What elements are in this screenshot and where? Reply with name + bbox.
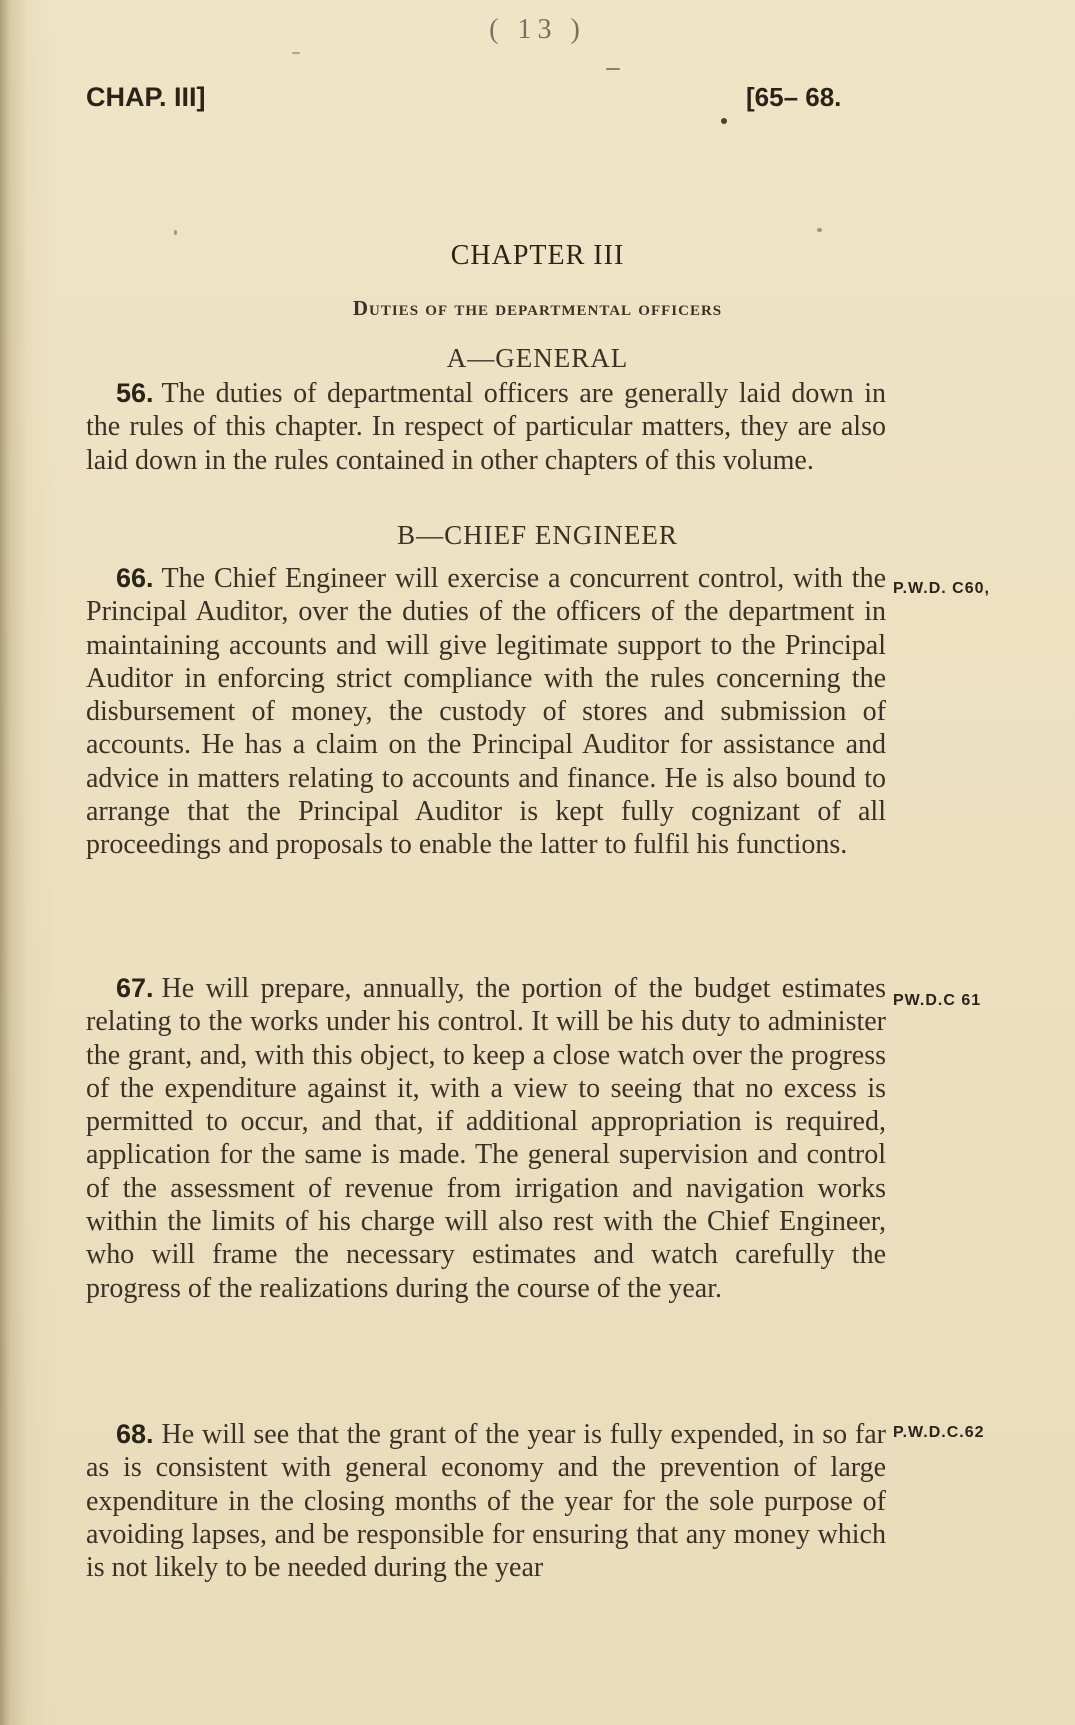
paragraph-number: 56. <box>116 378 154 408</box>
margin-reference: P.W.D.C.62 <box>893 1424 985 1441</box>
scan-speck <box>606 68 620 70</box>
paragraph-text: The Chief Engineer will exercise a concurrent control, with the Principal Auditor, over the duties of the officers of the department in maintaining accounts and will give legitimate support to the Principal Auditor in enforcing strict compliance with the rules concerning the disbursement of money, the custody of stores and submission of accounts. He has a claim on the Principal Auditor for assistance and advice in matters relating to accounts and finance. He is also bound to arrange that the Principal Auditor is kept fully cognizant of all proceedings and proposals to enable the latter to fulfil his functions. <box>86 563 886 861</box>
margin-reference: PW.D.C 61 <box>893 992 982 1009</box>
chapter-subtitle: Duties of the departmental officers <box>352 296 723 320</box>
scan-speck <box>817 228 822 232</box>
paragraph-text: The duties of departmental officers are generally laid down in the rules of this chapter. In respect of particular matters, they are also laid down in the rules contained in other chapters of this volume. <box>86 378 886 476</box>
paragraph-68 <box>86 1418 886 1584</box>
running-head-paragraph-range: [65– 68. <box>746 82 842 112</box>
paragraph-number: 68. <box>116 1419 154 1449</box>
running-head-chapter: CHAP. III] <box>86 82 206 112</box>
chapter-title: CHAPTER III <box>450 240 625 271</box>
paragraph-67 <box>86 972 886 1305</box>
scan-speck <box>721 118 727 124</box>
page-number: ( 13 ) <box>489 14 586 45</box>
scan-speck <box>174 230 177 235</box>
margin-reference: P.W.D. C60, <box>893 580 990 597</box>
paragraph-text: He will prepare, annually, the portion of the budget estimates relating to the works under his control. It will be his duty to administer the grant, and, with this object, to keep a close watch over the progress of the expenditure against it, with a view to seeing that no excess is permitted to occur, and that, if additional appropriation is required, application for the same is made. The general supervision and control of the assessment of revenue from irrigation and navigation works within the limits of his charge will also rest with the Chief Engineer, who will frame the necessary estimates and watch carefully the progress of the realizations during the course of the year. <box>86 973 886 1304</box>
section-heading-chief-engineer: B—CHIEF ENGINEER <box>397 520 678 550</box>
scan-speck <box>292 52 300 54</box>
paragraph-text: He will see that the grant of the year is fully expended, in so far as is consistent with general economy and the prevention of large expenditure in the closing months of the year for the sole purpose of avoiding lapses, and be responsible for ensuring that any money which is not likely to be needed during the year <box>86 1419 886 1584</box>
paragraph-number: 66. <box>116 563 154 593</box>
paragraph-56 <box>86 377 886 477</box>
section-heading-general: A—GENERAL <box>446 343 629 373</box>
paragraph-66 <box>86 562 886 862</box>
paragraph-number: 67. <box>116 973 154 1003</box>
